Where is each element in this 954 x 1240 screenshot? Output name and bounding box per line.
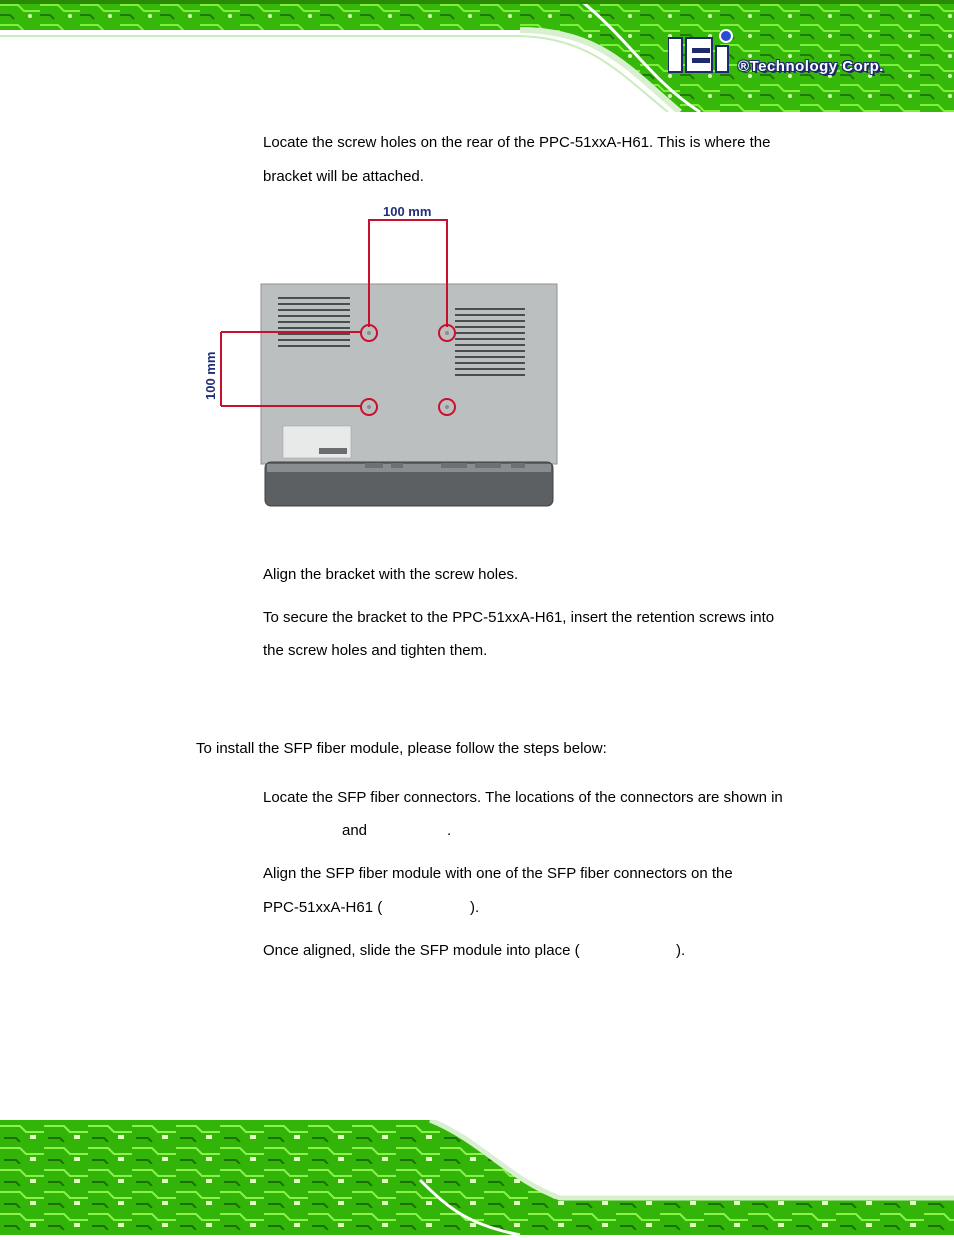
step-secure-bracket-line1: To secure the bracket to the PPC-51xxA-H61, insert the retention screws into — [263, 609, 775, 626]
circuit-board-footer-image — [0, 1120, 954, 1235]
vertical-dimension-label: 100 mm — [203, 351, 218, 400]
sfp-step2-line2-start: PPC-51xxA-H61 ( — [263, 899, 383, 916]
rear-panel-figure — [195, 200, 565, 515]
footer-banner — [0, 1120, 954, 1235]
left-vent-grille — [278, 297, 350, 347]
horizontal-dimension-label: 100 mm — [383, 204, 432, 219]
sfp-step1-line1: Locate the SFP fiber connectors. The locations of the connectors are shown in — [263, 789, 783, 806]
iei-logo-mark — [668, 28, 738, 74]
step-align-bracket: Align the bracket with the screw holes. — [263, 566, 519, 583]
step-locate-screw-holes-line2: bracket will be attached. — [263, 168, 424, 185]
sfp-step3-end: ). — [676, 942, 686, 959]
rear-panel-diagram — [195, 200, 565, 515]
step-secure-bracket-line2: the screw holes and tighten them. — [263, 642, 488, 659]
step-locate-screw-holes-line1: Locate the screw holes on the rear of the PPC-51xxA-H61. This is where the — [263, 134, 771, 151]
sfp-step2-line2-end: ). — [470, 899, 480, 916]
sfp-step2-line1: Align the SFP fiber module with one of the SFP fiber connectors on the — [263, 865, 733, 882]
iei-logo — [668, 28, 928, 88]
sfp-step3-start: Once aligned, slide the SFP module into place ( — [263, 942, 580, 959]
header-banner — [0, 0, 954, 112]
brand-tagline: ®Technology Corp. — [738, 58, 884, 75]
sfp-step1-end: . — [447, 822, 452, 839]
sfp-intro: To install the SFP fiber module, please follow the steps below: — [196, 740, 607, 757]
sfp-step1-and: and — [342, 822, 368, 839]
